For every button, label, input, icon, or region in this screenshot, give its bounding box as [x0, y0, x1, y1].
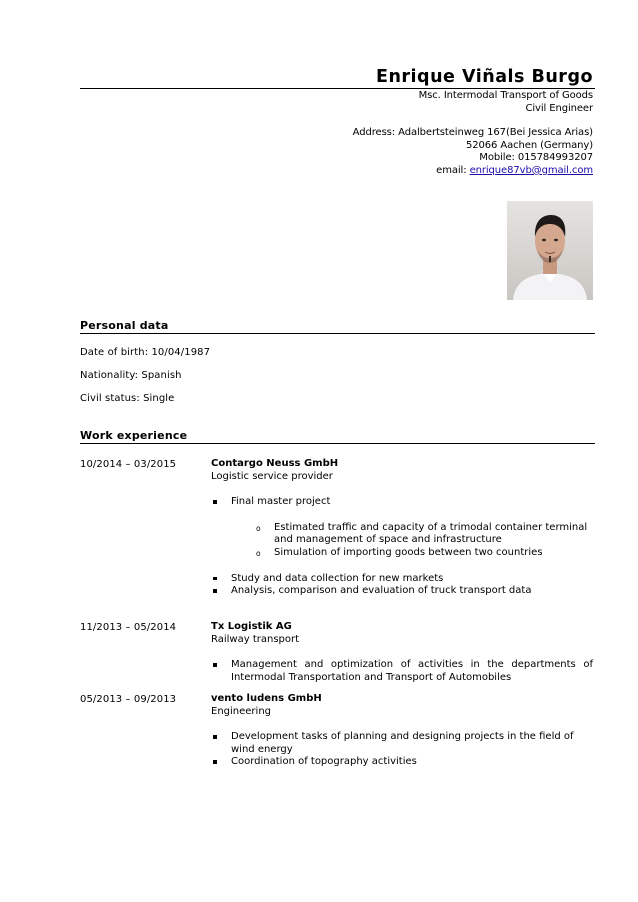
contact-block — [353, 90, 593, 178]
job-role: Engineering — [211, 705, 271, 717]
list-item: Final master project — [211, 496, 593, 509]
cv-name: Enrique Viñals Burgo — [376, 67, 593, 87]
job-entry — [211, 458, 593, 598]
list-item: Study and data collection for new markets — [211, 573, 593, 586]
nationality: Nationality: Spanish — [80, 370, 182, 381]
address-line: Address: Adalbertsteinweg 167(Bei Jessica Arias) — [352, 127, 593, 139]
company-name: Contargo Neuss GmbH — [211, 458, 339, 469]
job-tasks — [211, 659, 593, 684]
list-item: Development tasks of planning and designing projects in the field of wind energy — [211, 731, 593, 756]
mobile-line: Mobile: 015784993207 — [479, 152, 593, 164]
list-item: o Estimated traffic and capacity of a trimodal container terminal and management of space and infrastructure — [211, 522, 593, 547]
degree-line: Msc. Intermodal Transport of Goods — [418, 90, 593, 101]
job-tasks — [211, 731, 593, 769]
city-line: 52066 Aachen (Germany) — [465, 139, 593, 151]
list-item: Analysis, comparison and evaluation of truck transport data — [211, 585, 593, 598]
job-tasks — [211, 496, 593, 509]
company-name: Tx Logistik AG — [211, 621, 292, 632]
birth-date: Date of birth: 10/04/1987 — [80, 347, 211, 358]
job-role: Logistic service provider — [211, 470, 333, 482]
job-entry — [211, 621, 593, 684]
job-entry — [211, 693, 593, 769]
job-dates: 10/2014 – 03/2015 — [80, 459, 177, 470]
profession-line: Civil Engineer — [525, 102, 593, 114]
personal-data-heading: Personal data — [80, 319, 169, 332]
list-item: o Simulation of importing goods between two countries — [211, 547, 593, 560]
email-line — [353, 165, 593, 178]
job-tasks — [211, 573, 593, 598]
list-item: Management and optimization of activities in the departments of Intermodal Transportation and Transport of Automobiles — [211, 659, 593, 684]
job-dates: 05/2013 – 09/2013 — [80, 694, 177, 705]
email-link[interactable]: enrique87vb@gmail.com — [469, 164, 593, 176]
name-divider — [80, 88, 595, 89]
job-dates: 11/2013 – 05/2014 — [80, 622, 177, 633]
work-experience-heading: Work experience — [80, 429, 188, 442]
list-item: Coordination of topography activities — [211, 756, 593, 769]
email-label: email: — [436, 164, 470, 176]
civil-status: Civil status: Single — [80, 393, 175, 404]
job-role: Railway transport — [211, 633, 300, 645]
personal-data-divider — [80, 333, 595, 334]
company-name: vento ludens GmbH — [211, 693, 322, 704]
work-experience-divider — [80, 443, 595, 444]
job-subtasks — [211, 522, 593, 560]
profile-photo — [507, 201, 593, 300]
